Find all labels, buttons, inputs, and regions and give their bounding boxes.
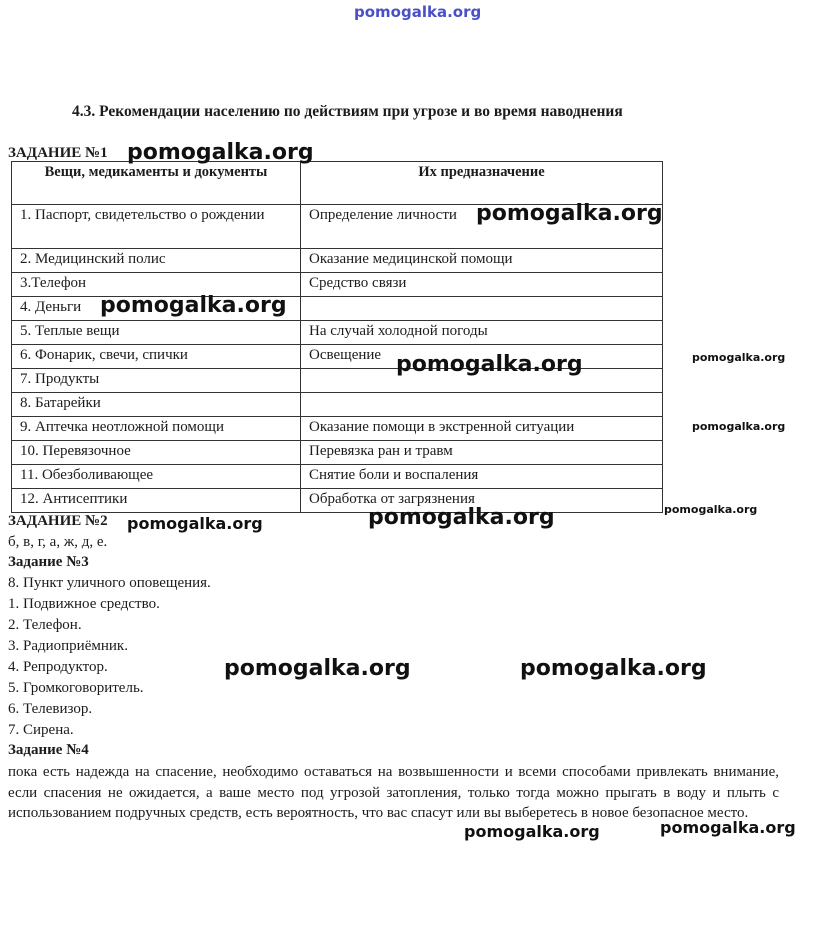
table-cell-item: 7. Продукты — [12, 369, 301, 393]
table-cell-purpose: Освещение — [301, 345, 663, 369]
watermark: pomogalka.org — [127, 140, 314, 165]
table-header-row — [12, 162, 663, 205]
table-cell-item: 12. Антисептики — [12, 489, 301, 513]
list-item: 6. Телевизор. — [8, 701, 93, 717]
watermark: pomogalka.org — [664, 503, 758, 516]
table-cell-item: 11. Обезболивающее — [12, 465, 301, 489]
table-cell-item: 2. Медицинский полис — [12, 249, 301, 273]
watermark: pomogalka.org — [224, 656, 411, 681]
task1-title: ЗАДАНИЕ №1 — [8, 145, 108, 161]
watermark: pomogalka.org — [476, 201, 663, 226]
table-row — [12, 417, 663, 441]
watermark: pomogalka.org — [127, 514, 263, 533]
table-cell-item: 5. Теплые вещи — [12, 321, 301, 345]
table-header-items: Вещи, медикаменты и документы — [12, 162, 301, 205]
watermark: pomogalka.org — [520, 656, 707, 681]
table-cell-purpose: Снятие боли и воспаления — [301, 465, 663, 489]
table-row — [12, 249, 663, 273]
list-item: 8. Пункт уличного оповещения. — [8, 575, 211, 591]
table-cell-purpose: Средство связи — [301, 273, 663, 297]
table-cell-purpose: На случай холодной погоды — [301, 321, 663, 345]
list-item: 2. Телефон. — [8, 617, 82, 633]
table-cell-purpose — [301, 393, 663, 417]
watermark: pomogalka.org — [100, 293, 287, 318]
watermark: pomogalka.org — [396, 352, 583, 377]
table-header-purpose: Их предназначение — [301, 162, 663, 205]
table-row — [12, 465, 663, 489]
table-cell-purpose — [301, 297, 663, 321]
task2-title: ЗАДАНИЕ №2 — [8, 513, 108, 529]
list-item: 5. Громкоговоритель. — [8, 680, 144, 696]
table-row — [12, 321, 663, 345]
table-row — [12, 489, 663, 513]
table-cell-item: 4. Деньги — [12, 297, 301, 321]
table-cell-item: 8. Батарейки — [12, 393, 301, 417]
list-item: 4. Репродуктор. — [8, 659, 108, 675]
watermark: pomogalka.org — [368, 505, 555, 530]
section-heading: 4.3. Рекомендации населению по действиям при угрозе и во время наводнения — [72, 103, 623, 120]
table-cell-purpose: Обработка от загрязнения — [301, 489, 663, 513]
task4-title: Задание №4 — [8, 742, 89, 758]
table-cell-item: 6. Фонарик, свечи, спички — [12, 345, 301, 369]
table-cell-purpose: Оказание медицинской помощи — [301, 249, 663, 273]
watermark-top: pomogalka.org — [354, 3, 482, 21]
task2-answer: б, в, г, а, ж, д, е. — [8, 534, 108, 550]
watermark: pomogalka.org — [464, 822, 600, 841]
table-row — [12, 441, 663, 465]
watermark: pomogalka.org — [692, 351, 786, 364]
table-cell-item: 10. Перевязочное — [12, 441, 301, 465]
task4-answer: пока есть надежда на спасение, необходимо оставаться на возвышенности и всеми способами привлекать внимание, если спасения не ожидается, а ваше место под угрозой затопления, только тогда можно прыгать в воду и плыть с использованием подручных средств, есть вероятность, что вас спасут или вы выберетесь в новое безопасное место. — [8, 764, 779, 821]
watermark: pomogalka.org — [660, 818, 796, 837]
table-cell-purpose: Определение личности — [301, 205, 663, 249]
watermark: pomogalka.org — [692, 420, 786, 433]
table-cell-item: 3.Телефон — [12, 273, 301, 297]
list-item: 3. Радиоприёмник. — [8, 638, 128, 654]
table-cell-item: 1. Паспорт, свидетельство о рождении — [12, 205, 301, 249]
table-cell-purpose: Перевязка ран и травм — [301, 441, 663, 465]
table-cell-item: 9. Аптечка неотложной помощи — [12, 417, 301, 441]
task3-title: Задание №3 — [8, 554, 89, 570]
list-item: 7. Сирена. — [8, 722, 74, 738]
table-row — [12, 393, 663, 417]
table-cell-purpose: Оказание помощи в экстренной ситуации — [301, 417, 663, 441]
list-item: 1. Подвижное средство. — [8, 596, 160, 612]
